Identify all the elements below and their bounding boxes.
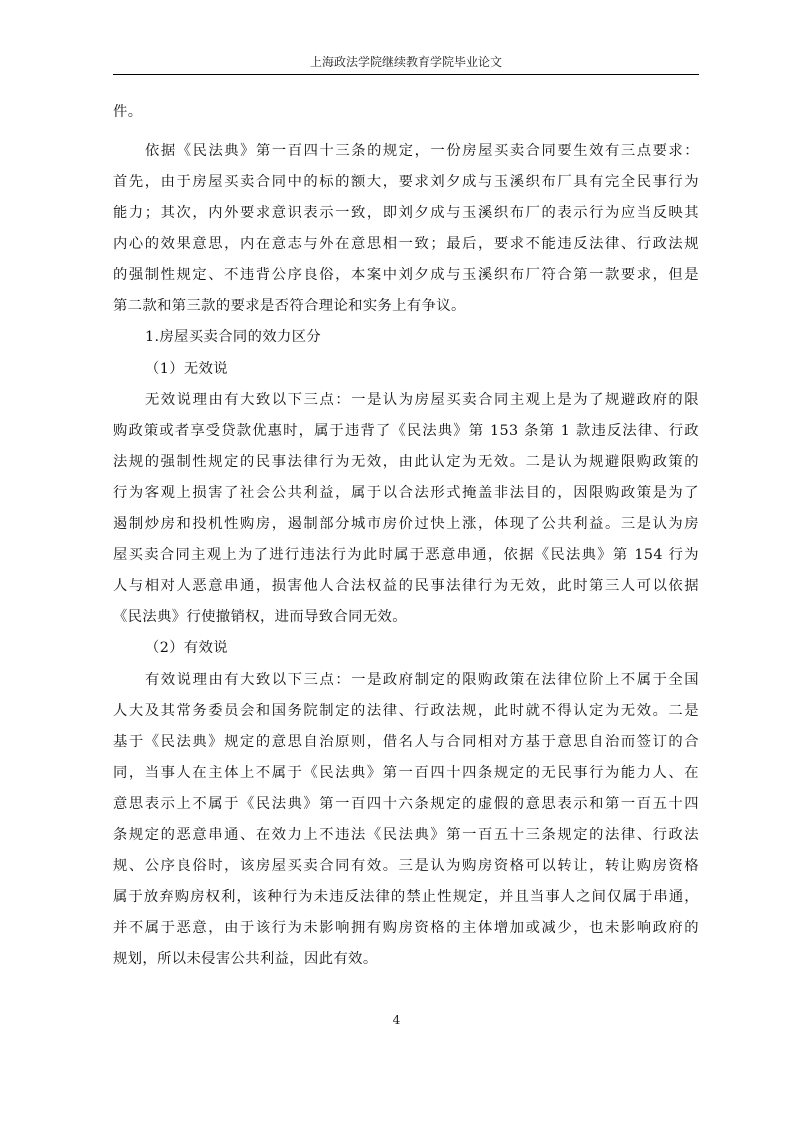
- paragraph-line: 《民法典》行使撤销权，进而导致合同无效。: [113, 609, 407, 625]
- paragraph-line: 基于《民法典》规定的意思自治原则，借名人与合同相对方基于意思自治而签订的合: [113, 734, 699, 750]
- section-heading: 1.房屋买卖合同的效力区分: [145, 329, 322, 345]
- paragraph-line: 规、公序良俗时，该房屋买卖合同有效。三是认为购房资格可以转让，转让购房资格: [113, 858, 699, 874]
- paragraph-line: 有效说理由有大致以下三点：一是政府制定的限购政策在法律位阶上不属于全国: [145, 672, 699, 688]
- paragraph-line: 屋买卖合同主观上为了进行违法行为此时属于恶意串通，依据《民法典》第 154 行为: [113, 547, 699, 563]
- paragraph-line: 无效说理由有大致以下三点：一是认为房屋买卖合同主观上是为了规避政府的限: [145, 392, 699, 408]
- page-header: 上海政法学院继续教育学院毕业论文: [309, 55, 502, 69]
- paragraph-line: 人大及其常务委员会和国务院制定的法律、行政法规，此时就不得认定为无效。二是: [113, 703, 699, 719]
- page-number: 4: [392, 1013, 401, 1027]
- paragraph-line: 法规的强制性规定的民事法律行为无效，由此认定为无效。二是认为规避限购政策的: [113, 454, 699, 470]
- paragraph-line: 内心的效果意思，内在意志与外在意思相一致；最后，要求不能违反法律、行政法规: [113, 236, 699, 252]
- paragraph-line: 意思表示上不属于《民法典》第一百四十六条规定的虚假的意思表示和第一百五十四: [113, 796, 699, 812]
- paragraph-line: 行为客观上损害了社会公共利益，属于以合法形式掩盖非法目的，因限购政策是为了: [113, 485, 699, 501]
- paragraph-line: 规划，所以未侵害公共利益，因此有效。: [113, 951, 378, 967]
- paragraph-line: 件。: [113, 104, 143, 120]
- paragraph-line: 并不属于恶意，由于该行为未影响拥有购房资格的主体增加或减少，也未影响政府的: [113, 920, 699, 936]
- header-rule: [113, 74, 699, 75]
- paragraph-line: 条规定的恶意串通、在效力上不违法《民法典》第一百五十三条规定的法律、行政法: [113, 827, 699, 843]
- paragraph-line: 人与相对人恶意串通，损害他人合法权益的民事法律行为无效，此时第三人可以依据: [113, 578, 699, 594]
- subsection-heading: （2）有效说: [145, 640, 228, 656]
- paragraph-line: 首先，由于房屋买卖合同中的标的额大，要求刘夕成与玉溪织布厂具有完全民事行为: [113, 174, 699, 190]
- paragraph-line: 依据《民法典》第一百四十三条的规定，一份房屋买卖合同要生效有三点要求：: [145, 143, 699, 159]
- paragraph-line: 遏制炒房和投机性购房，遏制部分城市房价过快上涨，体现了公共利益。三是认为房: [113, 516, 699, 532]
- paragraph-line: 购政策或者享受贷款优惠时，属于违背了《民法典》第 153 条第 1 款违反法律、行政: [113, 423, 699, 439]
- subsection-heading: （1）无效说: [145, 361, 228, 377]
- paragraph-line: 同，当事人在主体上不属于《民法典》第一百四十四条规定的无民事行为能力人、在: [113, 765, 699, 781]
- paragraph-line: 属于放弃购房权利，该种行为未违反法律的禁止性规定，并且当事人之间仅属于串通，: [113, 889, 699, 905]
- paragraph-line: 的强制性规定、不违背公序良俗，本案中刘夕成与玉溪织布厂符合第一款要求，但是: [113, 267, 699, 283]
- paragraph-line: 能力；其次，内外要求意识表示一致，即刘夕成与玉溪织布厂的表示行为应当反映其: [113, 205, 699, 221]
- paragraph-line: 第二款和第三款的要求是否符合理论和实务上有争议。: [113, 298, 466, 314]
